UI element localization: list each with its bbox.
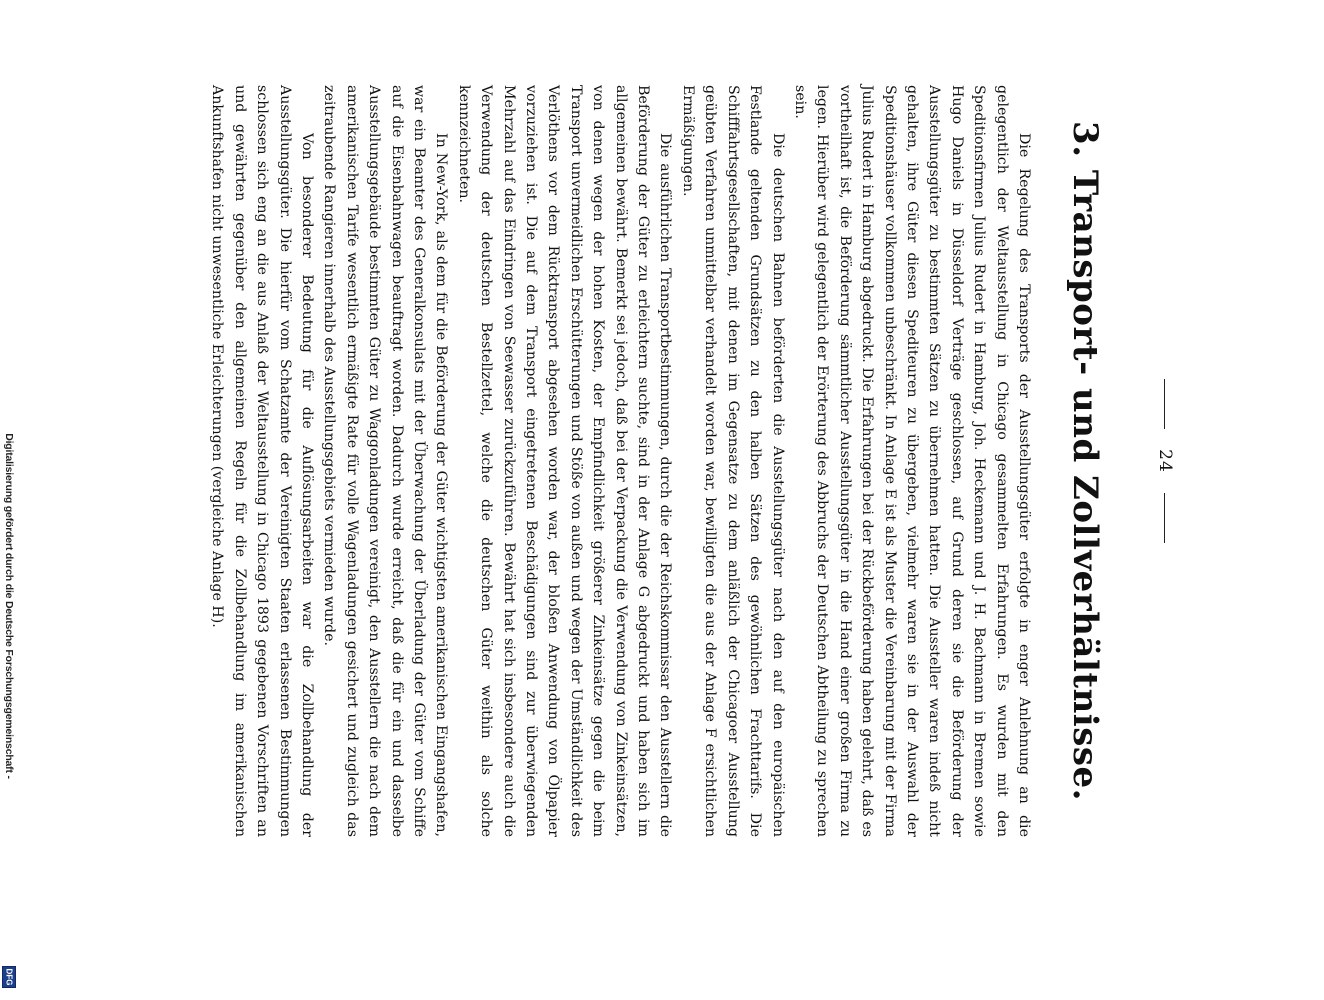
section-title: 3. Transport- und Zollverhältnisse. [1065,121,1105,801]
page-number-dash-right [1164,493,1165,543]
page-number-dash-left [1164,379,1165,429]
paragraph-transport-regulation: Die Regelung des Transports der Ausstellungsgüter erfolgte in enger Anlehnung an die gelegentlich der Weltausstellung in Chicago gesammelten Erfahrungen. Es wurden mit den Speditionsfirmen Julius Rudert in Hamburg, Joh. Heckemann und J. H. Bachmann in Bremen sowie Hugo Daniels in Düsseldorf Verträge geschlossen, auf Grund deren sie die Beförderung der Ausstellungsgüter zu bestimmten Sätzen zu übernehmen hatten. Die Aussteller waren indeß nicht gehalten, ihre Güter diesen Spediteuren zu übergeben, vielmehr waren sie in der Auswahl der Speditionshäuser vollkommen unbeschränkt. In Anlage E ist als Muster die Vereinbarung mit der Firma Julius Rudert in Hamburg abgedruckt. Die Erfahrungen bei der Rückbeförderung haben gelehrt, daß es vortheilhaft ist, die Beförderung sämmtlicher Ausstellungsgüter in die Hand einer großen Firma zu legen. Hierüber wird gelegentlich der Erörterung des Abbruchs der Deutschen Abtheilung zu sprechen sein. [791,85,1032,837]
paragraph-new-york: In New-York, als dem für die Beförderung der Güter wichtigsten amerikanischen Eingangshafen, war ein Beamter des Generalkonsulats mit der Überwachung der Überladung der Güter vom Schiffe auf die Eisenbahnwagen beauftragt worden. Dadurch wurde erreicht, daß die für ein und dasselbe Ausstellungsgebäude bestimmten Güter zu Waggonladungen vereinigt, den Ausstellern die nach dem amerikanischen Tarife wesentlich ermäßigte Rate für volle Wagenladungen gesichert und zugleich das zeitraubende Rangieren innerhalb des Ausstellungsgebiets vermieden wurde. [321,85,450,837]
scanned-page [123,51,1183,871]
dfg-logo [2,966,16,988]
page-number-line [1155,85,1175,837]
paragraph-customs-treatment: Von besonderer Bedeutung für die Auflösungsarbeiten war die Zollbehandlung der Ausstellungsgüter. Die hierfür vom Schatzamte der Vereinigten Staaten erlassenen Bestimmungen schlossen sich eng an die aus Anlaß der Weltausstellung in Chicago 1893 gegebenen Vorschriften an und gewährten gegenüber den allgemeinen Regeln für die Zollbehandlung im amerikanischen Ankunftshafen nicht unwesentliche Erleichterungen (vergleiche Anlage H). [209,85,315,837]
dfg-logo-text: DFG [4,968,14,986]
attribution-text: Digitalisierung gefördert durch die Deutsche Forschungsgemeinschaft - [3,433,15,779]
digitization-attribution [0,0,18,1000]
page-number: 24 [1155,449,1175,473]
paragraph-german-railways: Die deutschen Bahnen beförderten die Ausstellungsgüter nach den auf den europäischen Festlande geltenden Grundsätzen zu den halben Sätzen des gewöhnlichen Frachttarifs. Die Schifffahrtsgesellschaften, mit denen im Gegensatze zu dem anläßlich der Chicagoer Ausstellung geübten Verfahren unmittelbar verhandelt worden war, bewilligten die aus der Anlage F ersichtlichen Ermäßigungen. [679,85,786,837]
paragraph-transport-provisions: Die ausführlichen Transportbestimmungen, durch die der Reichskommissar den Ausstellern die Beförderung der Güter zu erleichtern suchte, sind in der Anlage G abgedruckt und haben sich im allgemeinen bewährt. Bemerkt sei jedoch, daß bei der Verpackung die Verwendung von Zinkeinsätzen, von denen wegen der hohen Kosten, der Empfindlichkeit größerer Zinkeinsätze gegen die beim Transport unvermeidlichen Erschütterungen und Stöße von außen und wegen der Umständlichkeit des Verlöthens vor dem Rücktransport abgesehen worden war, der bloßen Anwendung von Ölpapier vorzuziehen ist. Die auf dem Transport eingetretenen Beschädigungen sind zur überwiegenden Mehrzahl auf das Eindringen von Seewasser zurückzuführen. Bewährt hat sich insbesondere auch die Verwendung der deutschen Bestellzettel, welche die deutschen Güter weithin als solche kennzeichneten. [455,85,674,837]
